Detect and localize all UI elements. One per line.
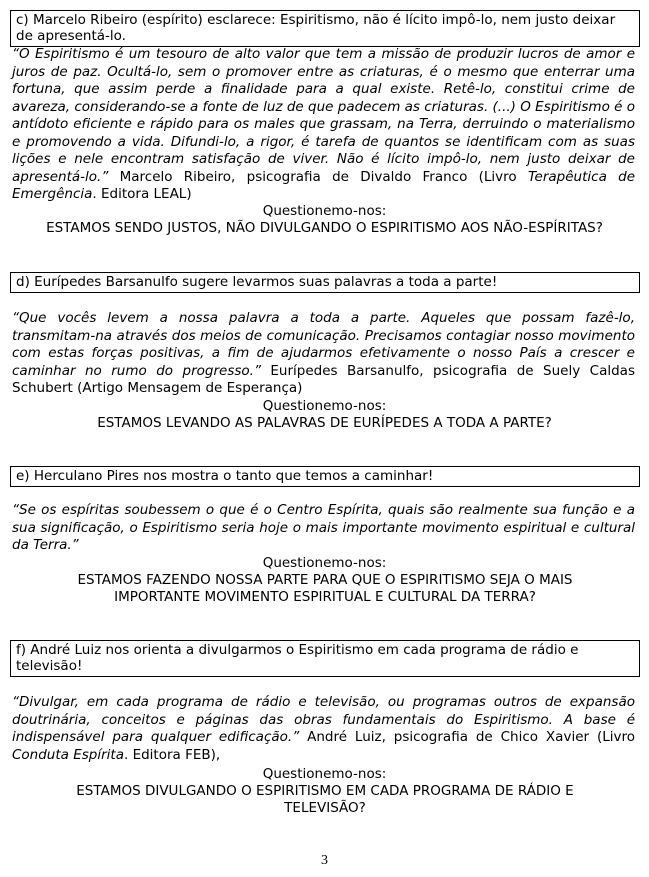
section-d-source: Eurípedes Barsanulfo, psicografia de Suely Caldas Schubert (Artigo Mensagem de Esperança) [12, 362, 635, 396]
section-f-source: André Luiz, psicografia de Chico Xavier (Livro [299, 729, 635, 745]
section-c-header: c) Marcelo Ribeiro (espírito) esclarece: Espiritismo, não é lícito impô-lo, nem justo deixar de apresentá-lo. [10, 10, 640, 47]
section-e-quote [12, 502, 635, 555]
section-c-question: ESTAMOS SENDO JUSTOS, NÃO DIVULGANDO O ESPIRITISMO AOS NÃO-ESPÍRITAS? [46, 220, 603, 236]
section-f-source-book: Conduta Espírita [12, 746, 124, 763]
section-c-quote [12, 46, 635, 204]
section-f-quote [12, 694, 635, 764]
section-d-prompt: Questionemo-nos: [262, 398, 387, 414]
section-c-source-end: . Editora LEAL) [92, 186, 192, 202]
section-c-source-book: Terapêutica de Emergência [12, 168, 635, 202]
section-c-prompt: Questionemo-nos: [262, 203, 387, 219]
section-e-header: e) Herculano Pires nos mostra o tanto que temos a caminhar! [10, 466, 640, 487]
section-f-question: ESTAMOS DIVULGANDO O ESPIRITISMO EM CADA PROGRAMA DE RÁDIO E TELEVISÃO? [76, 783, 574, 816]
section-e-quote-text: “Se os espíritas soubessem o que é o Centro Espírita, quais são realmente sua função e a sua significação, o Espiritismo seria hoje o mais importante movimento espiritual e cultural da Terra.” [12, 502, 635, 553]
section-d-question: ESTAMOS LEVANDO AS PALAVRAS DE EURÍPEDES A TODA A PARTE? [97, 415, 552, 431]
page-number: 3 [321, 853, 328, 868]
section-c-source: Marcelo Ribeiro, psicografia de Divaldo Franco (Livro [108, 168, 528, 185]
section-d-quote-text: “Que vocês levem a nossa palavra a toda a parte. Aqueles que possam fazê-lo, transmitam-na através dos meios de comunicação. Precisamos contagiar nosso movimento com estas forças positivas, a fim de ajudarmos efetivamente o nosso País a crescer e caminhar no rumo do progresso.” [12, 310, 635, 379]
section-d-header: d) Eurípedes Barsanulfo sugere levarmos suas palavras a toda a parte! [10, 272, 640, 293]
section-f-quote-text: “Divulgar, em cada programa de rádio e televisão, ou programas outros de expansão doutrinária, conceitos e páginas das obras fundamentais do Espiritismo. A base é indispensável para qualquer edificação.” [12, 694, 635, 745]
section-d-quote [12, 310, 635, 398]
section-c-quote-text: “O Espiritismo é um tesouro de alto valor que tem a missão de produzir lucros de amor e juros de paz. Ocultá-lo, sem o promover entre as criaturas, é o mesmo que enterrar uma fortuna, que assim perde a finalidade para a qual existe. Retê-lo, constitui crime de avareza, considerando-se a fonte de luz de que padecem as criaturas. (...) O Espiritismo é o antídoto eficiente e rápido para os males que grassam, na Terra, derruindo o materialismo e promovendo a vida. Difundi-lo, a rigor, é tarefa de quantos se identificam com as suas lições e nele encontram satisfação de viver. Não é lícito impô-lo, nem justo deixar de apresentá-lo.” [12, 46, 635, 185]
section-f-header: f) André Luiz nos orienta a divulgarmos o Espiritismo em cada programa de rádio e televisão! [10, 640, 640, 677]
section-e-question: ESTAMOS FAZENDO NOSSA PARTE PARA QUE O ESPIRITISMO SEJA O MAIS IMPORTANTE MOVIMENTO ESPIRITUAL E CULTURAL DA TERRA? [77, 572, 573, 605]
section-f-prompt: Questionemo-nos: [262, 766, 387, 782]
section-f-source-end: . Editora FEB), [123, 746, 221, 763]
section-e-prompt: Questionemo-nos: [262, 555, 387, 571]
